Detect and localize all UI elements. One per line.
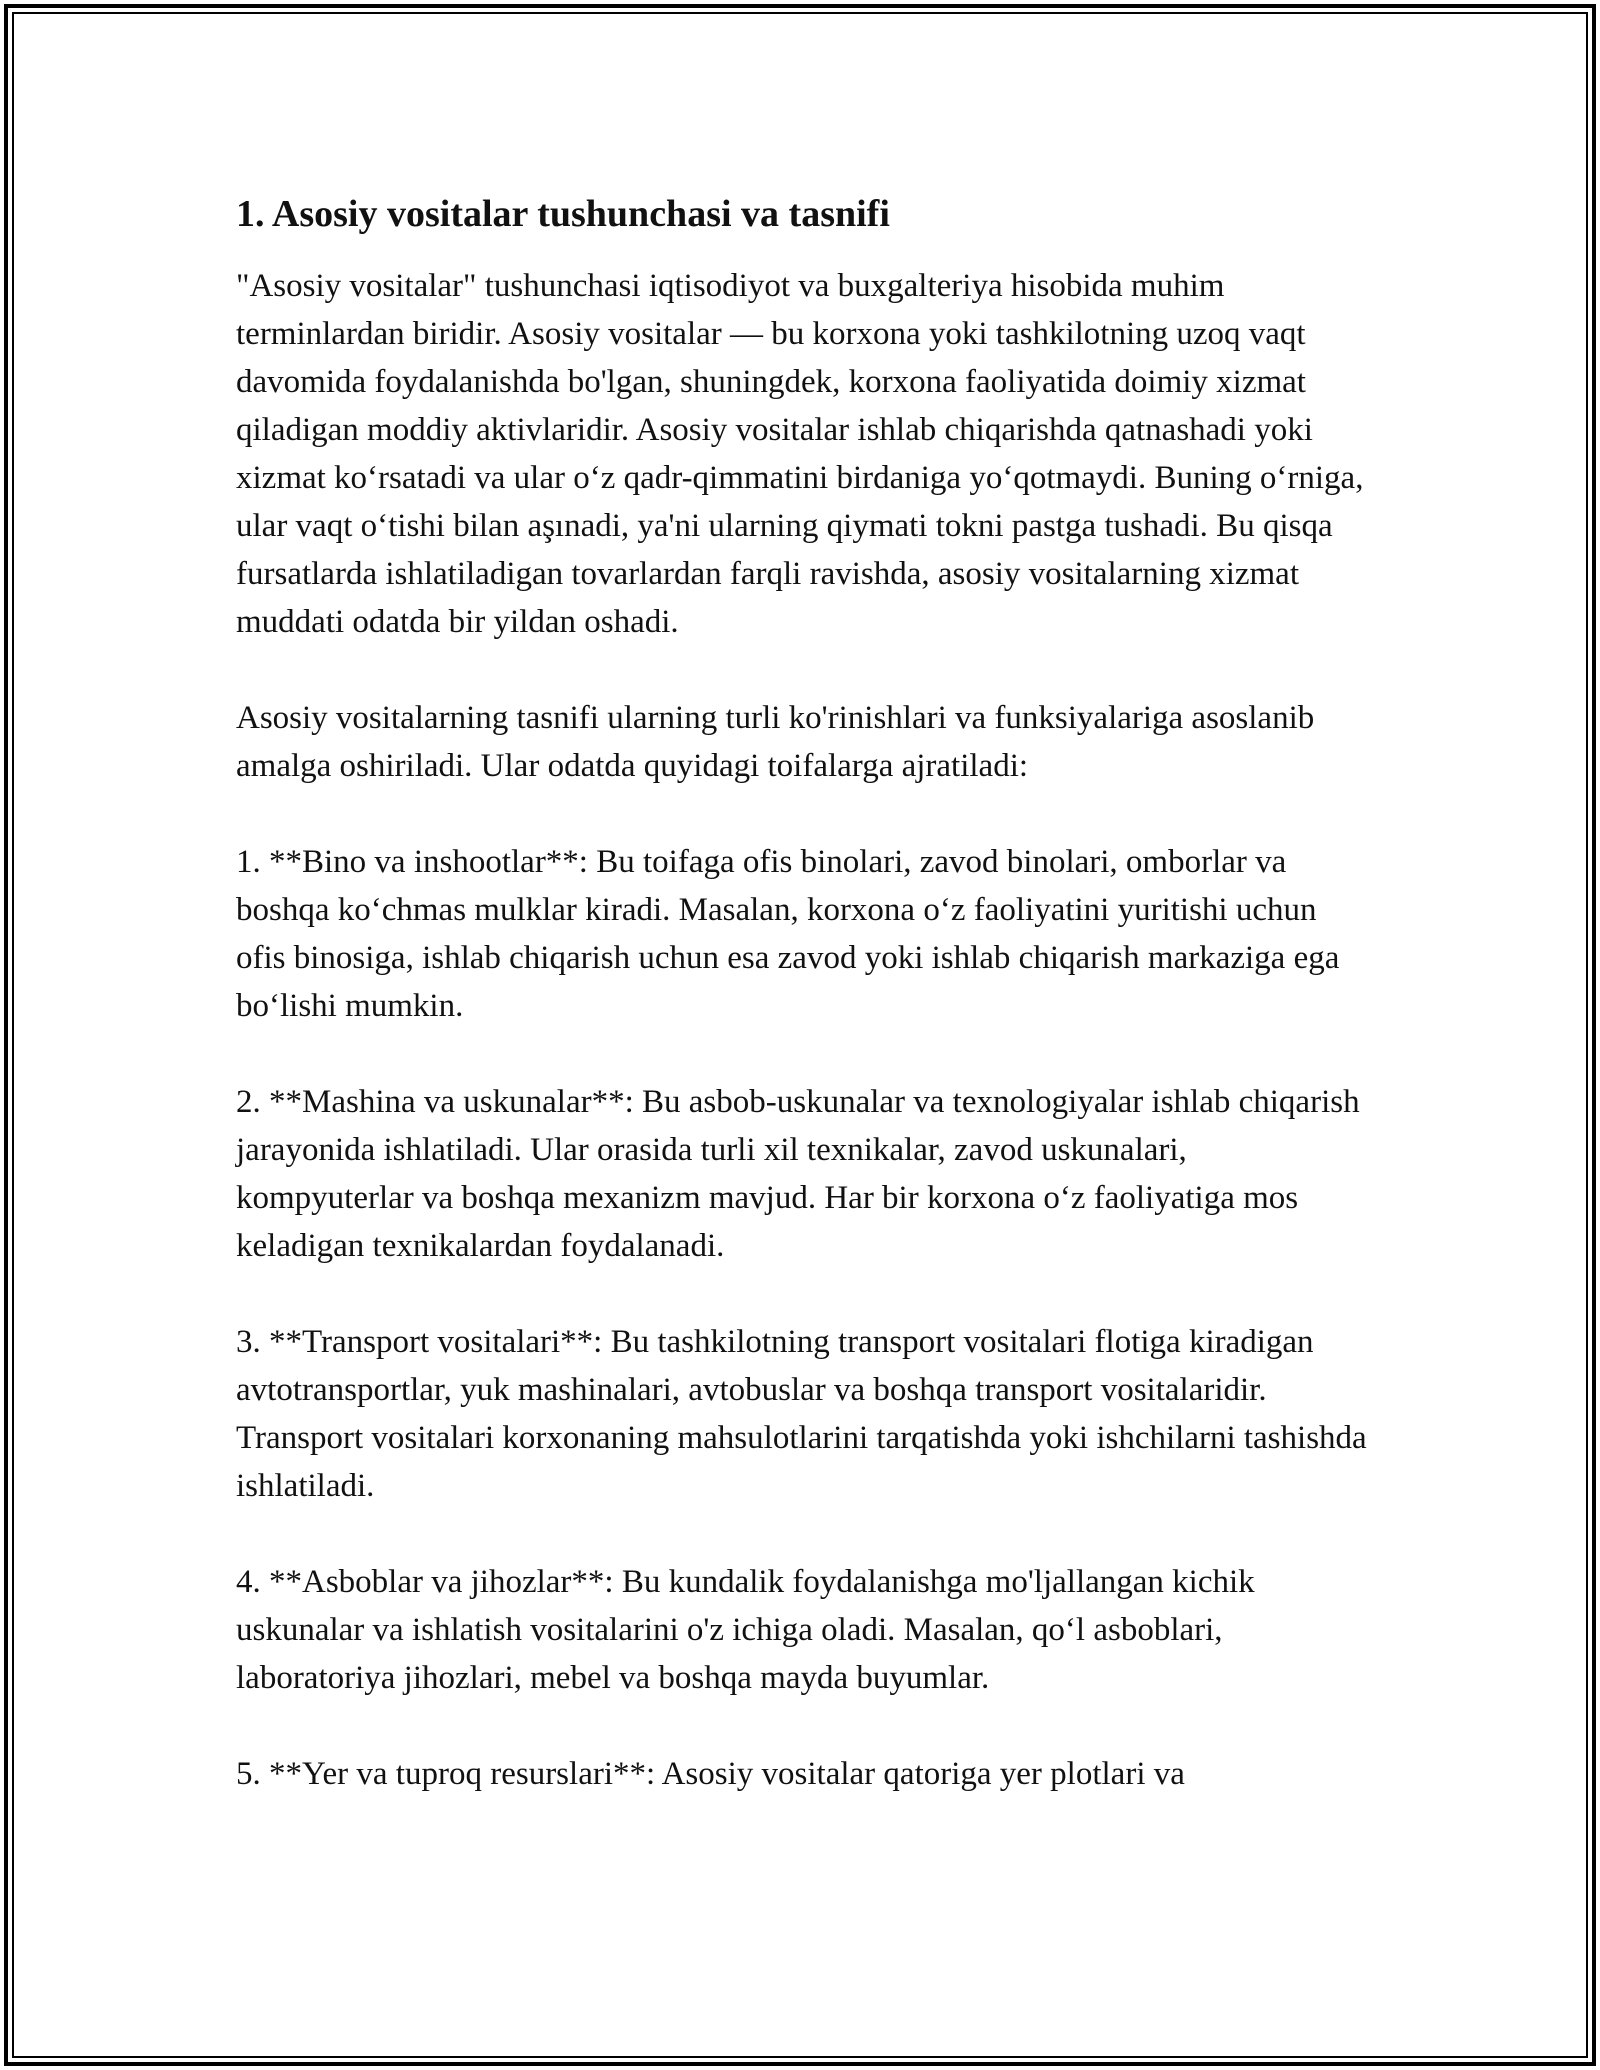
section-heading: 1. Asosiy vositalar tushunchasi va tasnifi (236, 193, 890, 235)
paragraph-classification-intro: Asosiy vositalarning tasnifi ularning turli ko'rinishlari va funksiyalariga asoslanib amalga oshiriladi. Ular odatda quyidagi toifalarga ajratiladi: (236, 700, 1315, 784)
paragraph-definition: "Asosiy vositalar" tushunchasi iqtisodiyot va buxgalteriya hisobida muhim terminlardan biridir. Asosiy vositalar — bu korxona yoki tashkilotning uzoq vaqt davomida foydalanishda bo'lgan, shuningdek, korxona faoliyatida doimiy xizmat qiladigan moddiy aktivlaridir. Asosiy vositalar ishlab chiqarishda qatnashadi yoki xizmat ko‘rsatadi va ular o‘z qadr-qimmatini birdaniga yo‘qotmaydi. Buning o‘rniga, ular vaqt o‘tishi bilan aşınadi, ya'ni ularning qiymati tokni pastga tushadi. Bu qisqa fursatlarda ishlatiladigan tovarlardan farqli ravishda, asosiy vositalarning xizmat muddati odatda bir yildan oshadi. (236, 268, 1364, 640)
list-item-land: 5. **Yer va tuproq resurslari**: Asosiy vositalar qatoriga yer plotlari va (236, 1756, 1185, 1792)
list-item-buildings: 1. **Bino va inshootlar**: Bu toifaga ofis binolari, zavod binolari, omborlar va boshqa ko‘chmas mulklar kiradi. Masalan, korxona o‘z faoliyatini yuritishi uchun ofis binosiga, ishlab chiqarish uchun esa zavod yoki ishlab chiqarish markaziga ega bo‘lishi mumkin. (236, 844, 1340, 1024)
list-item-tools: 4. **Asboblar va jihozlar**: Bu kundalik foydalanishga mo'ljallangan kichik uskunalar va ishlatish vositalarini o'z ichiga oladi. Masalan, qo‘l asboblari, laboratoriya jihozlari, mebel va boshqa mayda buyumlar. (236, 1564, 1255, 1696)
list-item-machinery: 2. **Mashina va uskunalar**: Bu asbob-uskunalar va texnologiyalar ishlab chiqarish jarayonida ishlatiladi. Ular orasida turli xil texnikalar, zavod uskunalari, kompyuterlar va boshqa mexanizm mavjud. Har bir korxona o‘z faoliyatiga mos keladigan texnikalardan foydalanadi. (236, 1084, 1360, 1264)
list-item-transport: 3. **Transport vositalari**: Bu tashkilotning transport vositalari flotiga kiradigan avtotransportlar, yuk mashinalari, avtobuslar va boshqa transport vositalaridir. Transport vositalari korxonaning mahsulotlarini tarqatishda yoki ishchilarni tashishda ishlatiladi. (236, 1324, 1367, 1504)
document-body (236, 190, 1370, 1846)
